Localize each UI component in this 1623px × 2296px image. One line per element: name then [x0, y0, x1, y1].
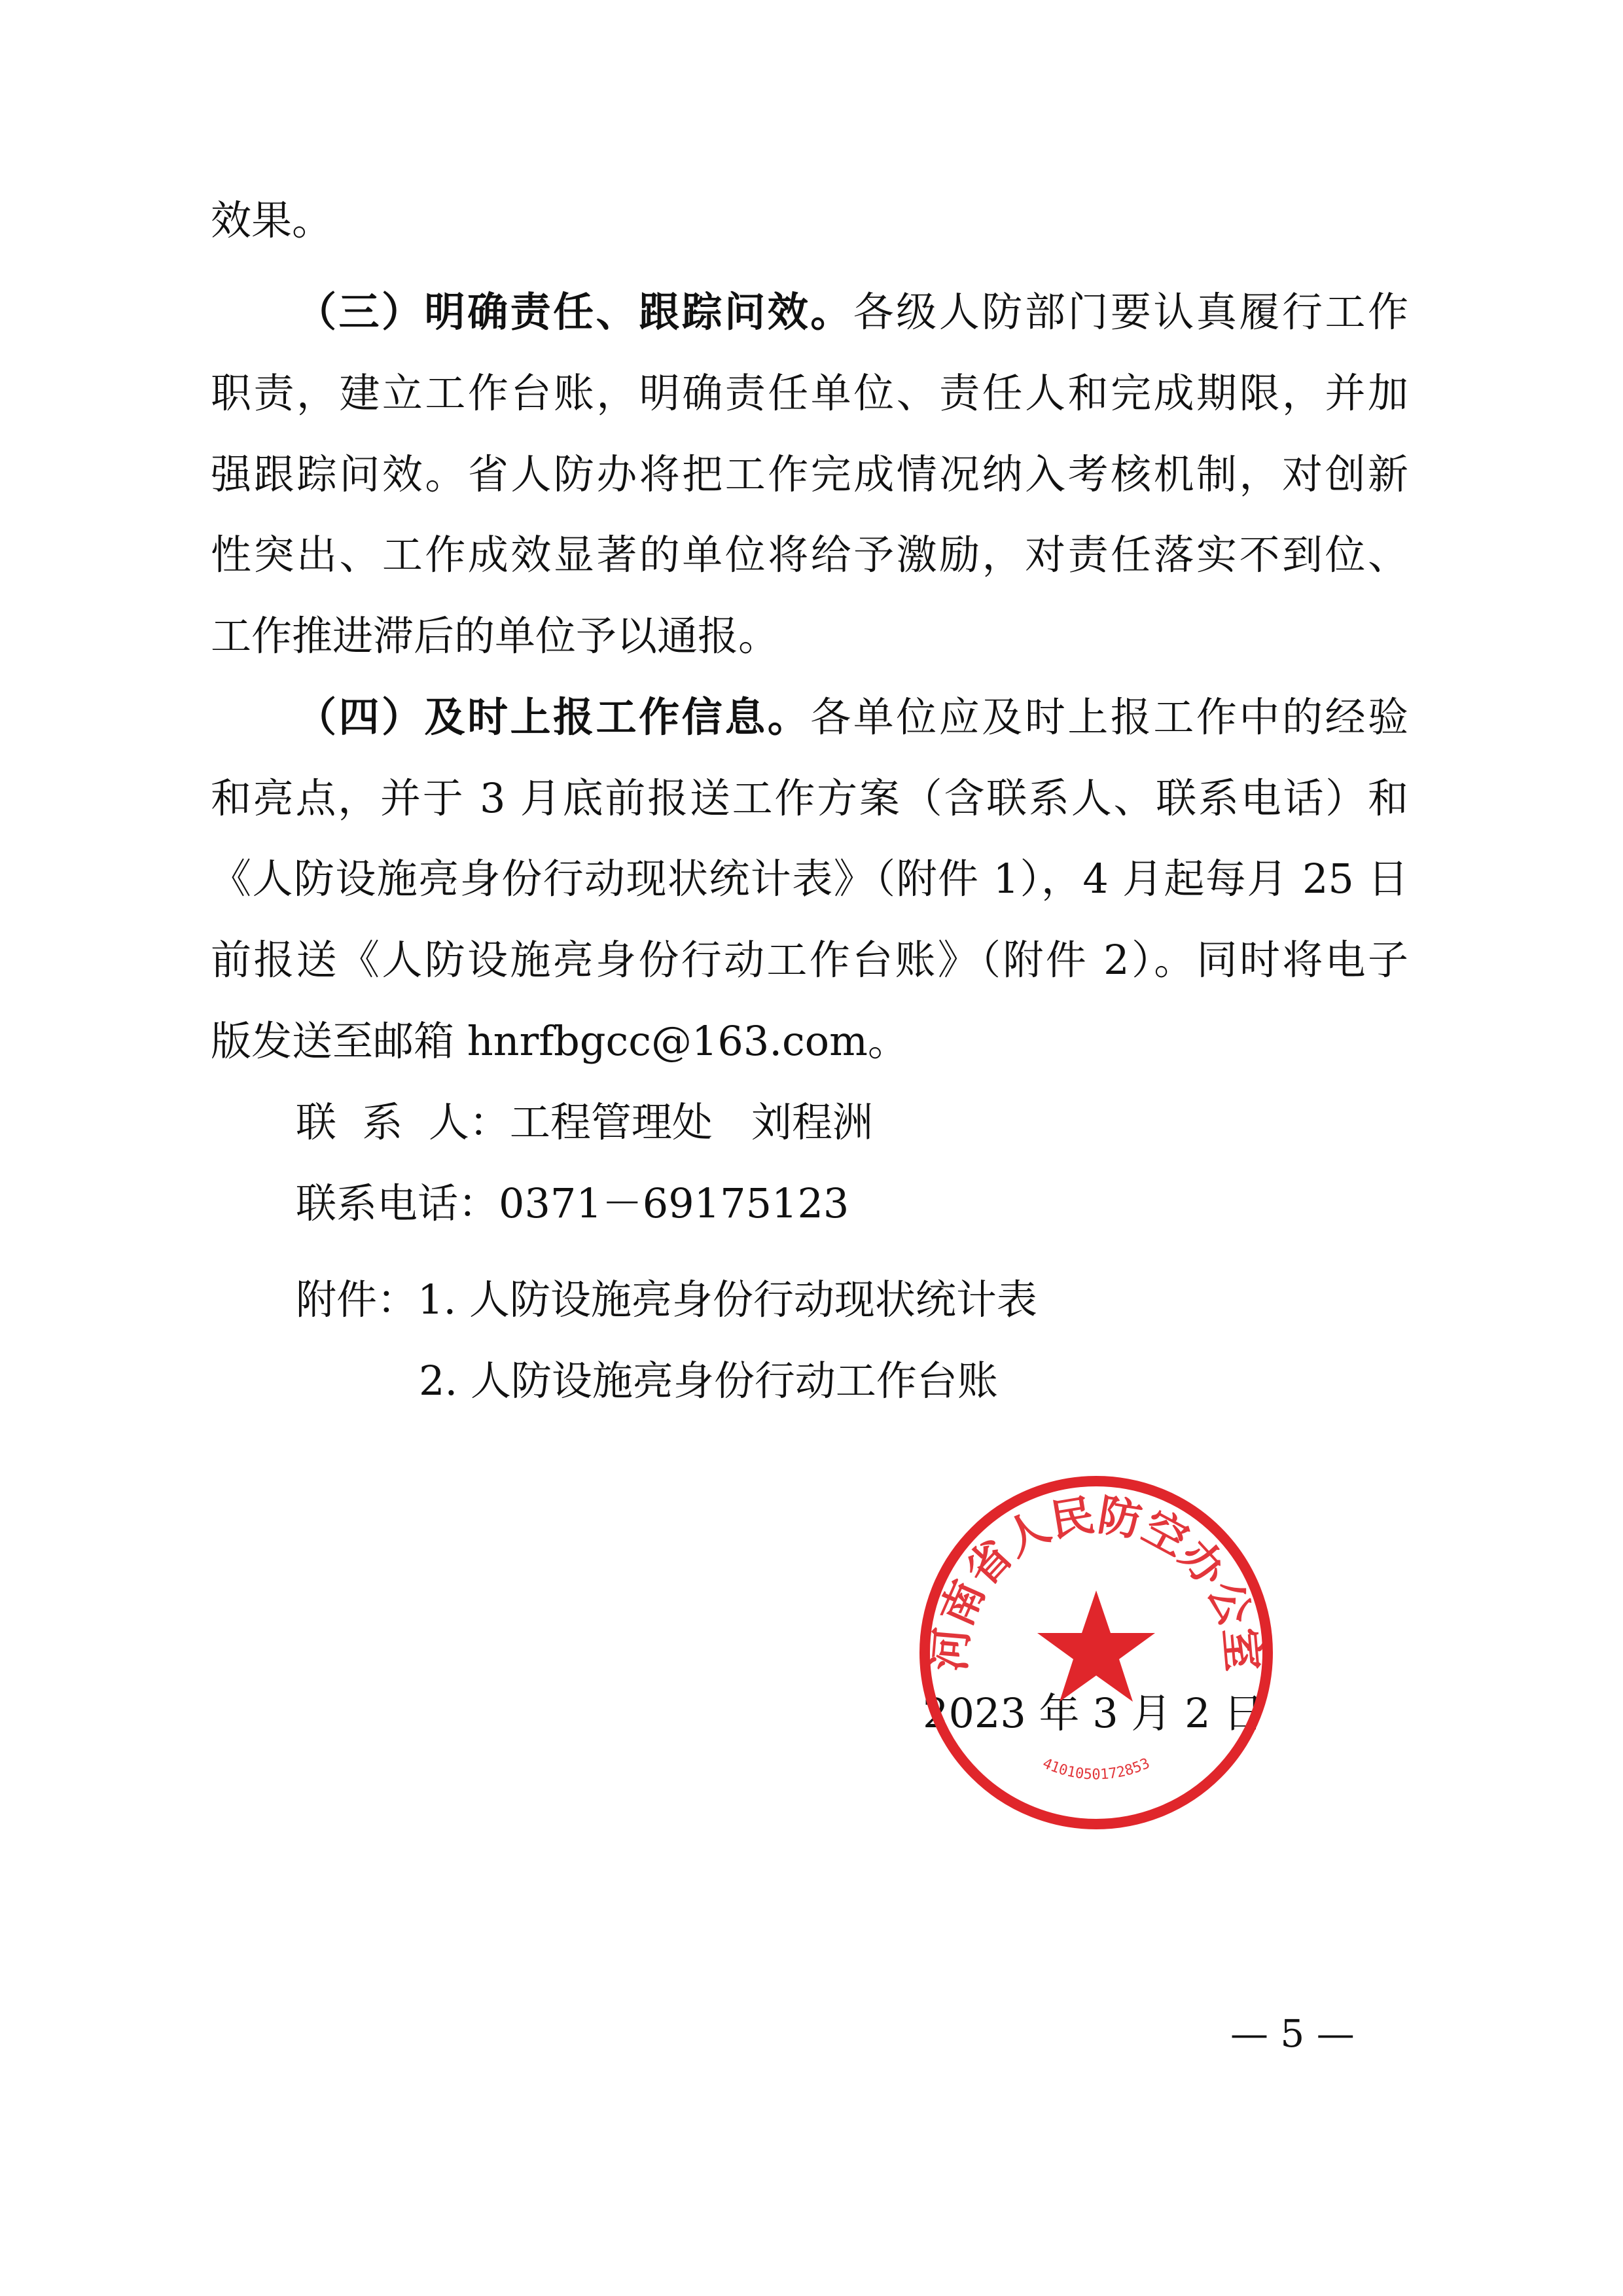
- section-4-heading: （四）及时上报工作信息。: [296, 693, 811, 741]
- body-line-6: 工作推进滞后的单位予以通报。: [211, 612, 779, 660]
- seal-code: 4101050172853: [1040, 1755, 1152, 1784]
- seal-text: 河南省人民防空办公室: [923, 1489, 1269, 1674]
- body-line-5: 性突出、工作成效显著的单位将给予激励，对责任落实不到位、: [211, 531, 1408, 579]
- section-3-text: 各级人防部门要认真履行工作: [853, 288, 1408, 336]
- body-line-11: [211, 1015, 908, 1067]
- contact-phone: 联系电话：0371－69175123: [296, 1179, 849, 1227]
- body-line-1: 效果。: [211, 196, 333, 244]
- seal-star-icon: [1037, 1590, 1155, 1702]
- body-line-4: 强跟踪问效。省人防办将把工作完成情况纳入考核机制，对创新: [211, 450, 1408, 498]
- page-number: — 5 —: [1230, 2011, 1355, 2056]
- contact-person: 联 系 人：工程管理处 刘程洲: [296, 1098, 873, 1146]
- attachment-2: 2. 人防设施亮身份行动工作台账: [419, 1357, 998, 1405]
- section-3-heading: （三）明确责任、跟踪问效。: [296, 288, 853, 336]
- seal-graphic: [913, 1469, 1279, 1836]
- section-4-text: 各单位应及时上报工作中的经验: [810, 693, 1408, 741]
- body-line-8: 和亮点，并于 3 月底前报送工作方案（含联系人、联系电话）和: [211, 774, 1408, 822]
- issue-date: 2023 年 3 月 2 日: [923, 1689, 1264, 1737]
- section-3-first-line: [296, 286, 1408, 338]
- body-line-10: 前报送《人防设施亮身份行动工作台账》（附件 2）。同时将电子: [211, 936, 1408, 984]
- email-line: 版发送至邮箱 hnrfbgcc@163.com。: [211, 1017, 908, 1065]
- body-line-9: 《人防设施亮身份行动现状统计表》（附件 1），4 月起每月 25 日: [211, 855, 1408, 903]
- body-line-3: 职责，建立工作台账，明确责任单位、责任人和完成期限，并加: [211, 369, 1408, 417]
- section-4-first-line: [296, 691, 1408, 744]
- attachment-1: 附件：1. 人防设施亮身份行动现状统计表: [296, 1276, 1037, 1323]
- official-seal: [913, 1469, 1279, 1836]
